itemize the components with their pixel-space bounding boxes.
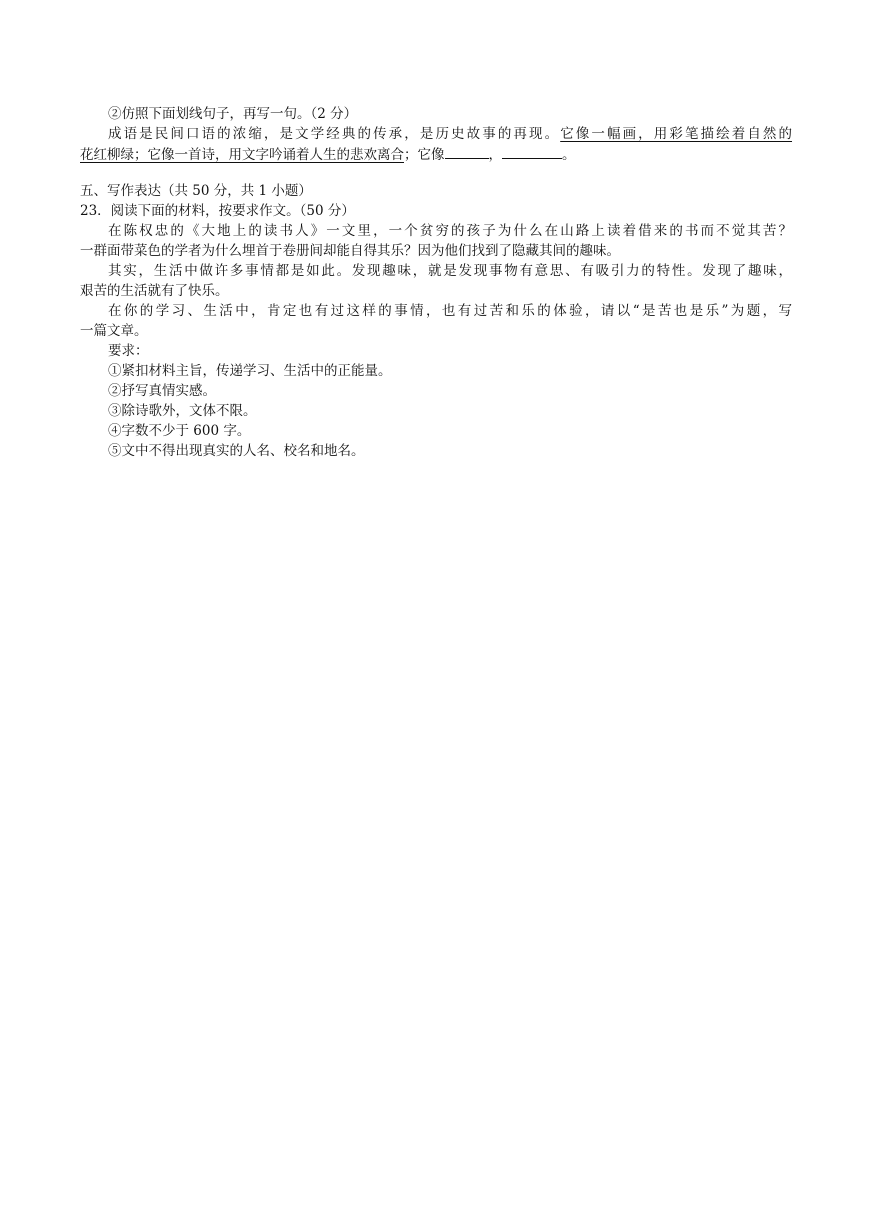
section5-heading: 五、写作表达（共 50 分，共 1 小题） xyxy=(80,183,312,199)
requirement-5: ⑤文中不得出现真实的人名、校名和地名。 xyxy=(108,443,365,459)
requirement-1: ①紧扣材料主旨，传递学习、生活中的正能量。 xyxy=(108,363,392,379)
q2-period: 。 xyxy=(562,147,576,163)
requirements-label: 要求： xyxy=(108,343,149,359)
para1-line2: 一群面带菜色的学者为什么埋首于卷册间却能自得其乐？因为他们找到了隐藏其间的趣味。 xyxy=(80,243,620,259)
q2-stem-line1 xyxy=(80,124,792,144)
question-23: 23．阅读下面的材料，按要求作文。（50 分） xyxy=(80,203,355,219)
para2-line1: 其实，生活中做许多事情都是如此。发现趣味，就是发现事物有意思、有吸引力的特性。发现了趣味， xyxy=(108,263,792,279)
answer-blank-1[interactable] xyxy=(445,144,489,159)
q2-intro: 成语是民间口语的浓缩，是文学经典的传承，是历史故事的再现。 xyxy=(108,126,561,142)
q2-underlined-part1: 它像一幅画，用彩笔描绘着自然的 xyxy=(560,126,793,142)
q2-underlined-part2: 花红柳绿；它像一首诗，用文字吟诵着人生的悲欢离合 xyxy=(80,147,404,163)
para2-line2: 艰苦的生活就有了快乐。 xyxy=(80,283,229,299)
q2-stem-line2 xyxy=(80,144,792,165)
para3-line2: 一篇文章。 xyxy=(80,323,148,339)
section-gap xyxy=(80,165,792,181)
q2-instruction: ②仿照下面划线句子，再写一句。（2 分） xyxy=(108,106,358,122)
para1-line1: 在陈权忠的《大地上的读书人》一文里，一个贫穷的孩子为什么在山路上读着借来的书而不觉其苦？ xyxy=(108,223,792,239)
requirement-4: ④字数不少于 600 字。 xyxy=(108,423,251,439)
exam-page xyxy=(80,104,792,461)
q2-comma: ， xyxy=(488,147,502,163)
para3-line1: 在你的学习、生活中，肯定也有过这样的事情，也有过苦和乐的体验，请以“是苦也是乐”为题，写 xyxy=(108,303,792,319)
q2-after-underline: ；它像 xyxy=(404,147,445,163)
answer-blank-2[interactable] xyxy=(502,144,562,159)
requirement-3: ③除诗歌外，文体不限。 xyxy=(108,403,257,419)
requirement-2: ②抒写真情实感。 xyxy=(108,383,216,399)
